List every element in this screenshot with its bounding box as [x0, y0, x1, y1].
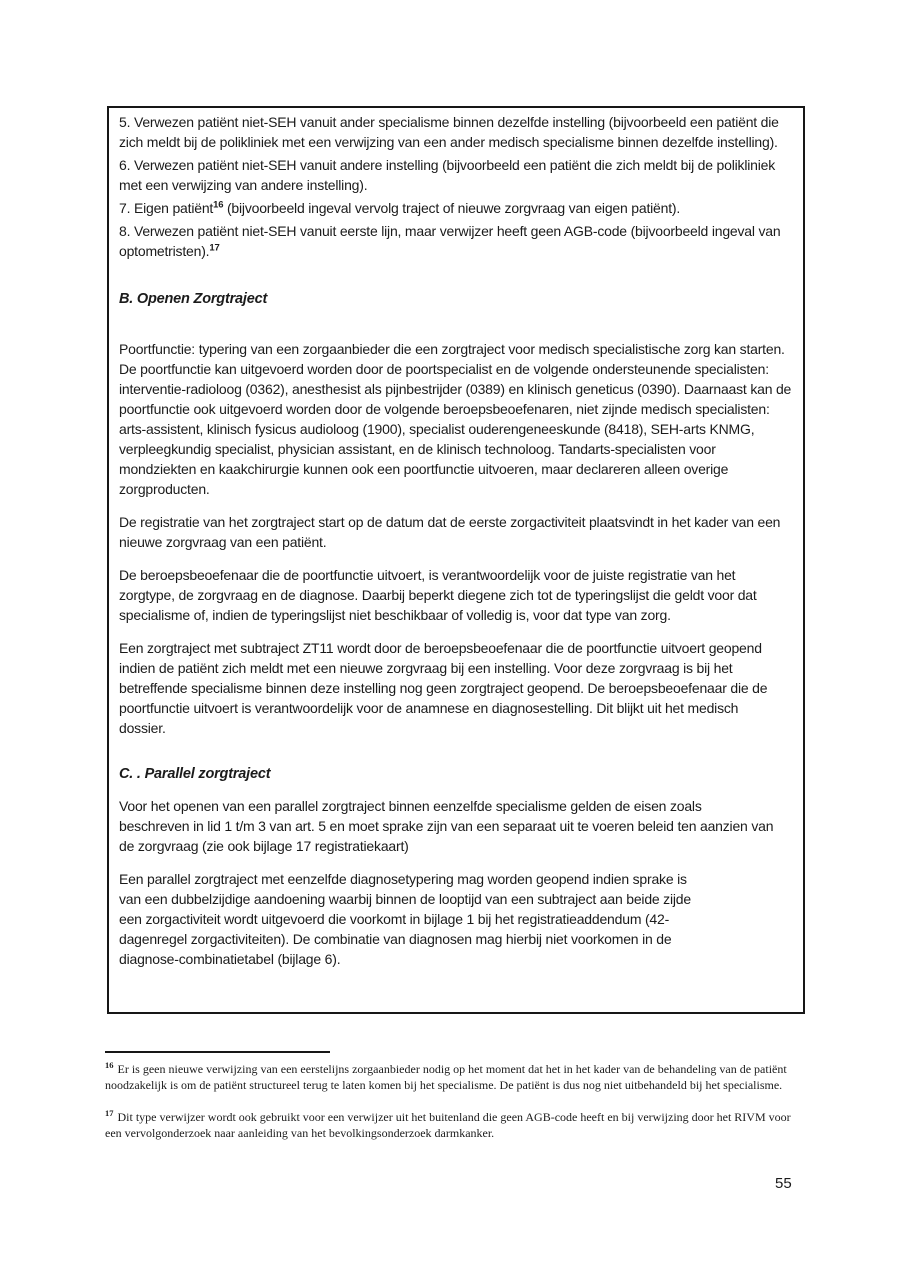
footnote-ref-17: 17 [209, 242, 220, 254]
section-b-paragraph-registratie: De registratie van het zorgtraject start op de datum dat de eerste zorgactiviteit plaatsvindt in het kader van een nieuwe zorgvraag van een patiënt. [119, 514, 781, 550]
section-b-heading: B. Openen Zorgtraject [119, 291, 268, 307]
footnote-16-marker: 16 [105, 1060, 114, 1070]
footnote-separator-rule [105, 1051, 330, 1053]
section-b-paragraph-beroepsbeoefenaar: De beroepsbeoefenaar die de poortfunctie uitvoert, is verantwoordelijk voor de juiste registratie van het zorgtype, de zorgvraag en de diagnose. Daarbij beperkt diegene zich tot de typeringslijst die geldt voor dat specialisme of, indien de typeringslijst niet beschikbaar of volledig is, voor dat type van zorg. [119, 567, 757, 623]
footnotes-section [105, 1051, 797, 1141]
section-c-heading: C. . Parallel zorgtraject [119, 766, 271, 782]
section-b-paragraph-poortfunctie: Poortfunctie: typering van een zorgaanbieder die een zorgtraject voor medisch specialistische zorg kan starten. De poortfunctie kan uitgevoerd worden door de poortspecialist en de volgende ondersteunende specialisten: interventie-radioloog (0362), anesthesist als pijnbestrijder (0389) en klinisch geneticus (0390). Daarnaast kan de poortfunctie ook uitgevoerd worden door de volgende beroepsbeoefenaren, niet zijnde medisch specialisten: arts-assistent, klinisch fysicus audioloog (1900), specialist ouderengeneeskunde (8418), SEH-arts KNMG, verpleegkundig specialist, physician assistant, en de klinisch technoloog. Tandarts-specialisten voor mondziekten en kaakchirurgie kunnen ook een poortfunctie uitvoeren, maar declareren alleen overige zorgproducten. [119, 341, 792, 497]
footnote-16 [105, 1062, 797, 1093]
list-item-7-text: 7. Eigen patiënt [119, 200, 214, 216]
content-border-box [107, 106, 805, 1014]
list-item-6: 6. Verwezen patiënt niet-SEH vanuit andere instelling (bijvoorbeeld een patiënt die zich meldt bij de polikliniek met een verwijzing van andere instelling). [119, 157, 776, 193]
footnote-16-text: Er is geen nieuwe verwijzing van een eerstelijns zorgaanbieder nodig op het moment dat het in het kader van de behandeling van de patiënt noodzakelijk is om de patiënt structureel terug te laten komen bij het specialisme. De patiënt is dus nog niet uitbehandeld bij het specialisme. [105, 1062, 787, 1092]
section-c-paragraph-parallel: Een parallel zorgtraject met eenzelfde diagnosetypering mag worden geopend indien sprake is van een dubbelzijdige aandoening waarbij binnen de looptijd van een subtraject aan beide zijde een zorgactiviteit wordt uitgevoerd die voorkomt in bijlage 1 bij het registratieaddendum (42-dagenregel zorgactiviteiten). De combinatie van diagnosen mag hierbij niet voorkomen in de diagnose-combinatietabel (bijlage 6). [119, 871, 691, 967]
page-number: 55 [775, 1175, 792, 1192]
section-c-paragraph-openen: Voor het openen van een parallel zorgtraject binnen eenzelfde specialisme gelden de eisen zoals beschreven in lid 1 t/m 3 van art. 5 en moet sprake zijn van een separaat uit te voeren beleid ten aanzien van de zorgvraag (zie ook bijlage 17 registratiekaart) [119, 798, 774, 854]
list-item-8-text: 8. Verwezen patiënt niet-SEH vanuit eerste lijn, maar verwijzer heeft geen AGB-code (bijvoorbeeld ingeval van optometristen). [119, 223, 781, 259]
list-item-7-text-cont: (bijvoorbeeld ingeval vervolg traject of nieuwe zorgvraag van eigen patiënt). [223, 200, 681, 216]
footnote-17-marker: 17 [105, 1108, 114, 1118]
list-item-5: 5. Verwezen patiënt niet-SEH vanuit ander specialisme binnen dezelfde instelling (bijvoorbeeld een patiënt die zich meldt bij de polikliniek met een verwijzing van een ander medisch specialisme binnen dezelfde instelling). [119, 114, 779, 150]
footnote-17 [105, 1110, 797, 1141]
footnote-17-text: Dit type verwijzer wordt ook gebruikt voor een verwijzer uit het buitenland die geen AGB-code heeft en bij verwijzing door het RIVM voor een vervolgonderzoek naar aanleiding van het bevolkingsonderzoek darmkanker. [105, 1110, 791, 1140]
list-item-7 [119, 198, 793, 218]
list-item-8 [119, 221, 793, 261]
footnote-ref-16: 16 [213, 199, 224, 211]
section-b-paragraph-zt11: Een zorgtraject met subtraject ZT11 wordt door de beroepsbeoefenaar die de poortfunctie uitvoert geopend indien de patiënt zich meldt met een nieuwe zorgvraag bij een instelling. Voor deze zorgvraag is bij het betreffende specialisme binnen deze instelling nog geen zorgtraject geopend. De beroepsbeoefenaar die de poortfunctie uitvoert is verantwoordelijk voor de anamnese en diagnosestelling. Dit blijkt uit het medisch dossier. [119, 640, 768, 736]
